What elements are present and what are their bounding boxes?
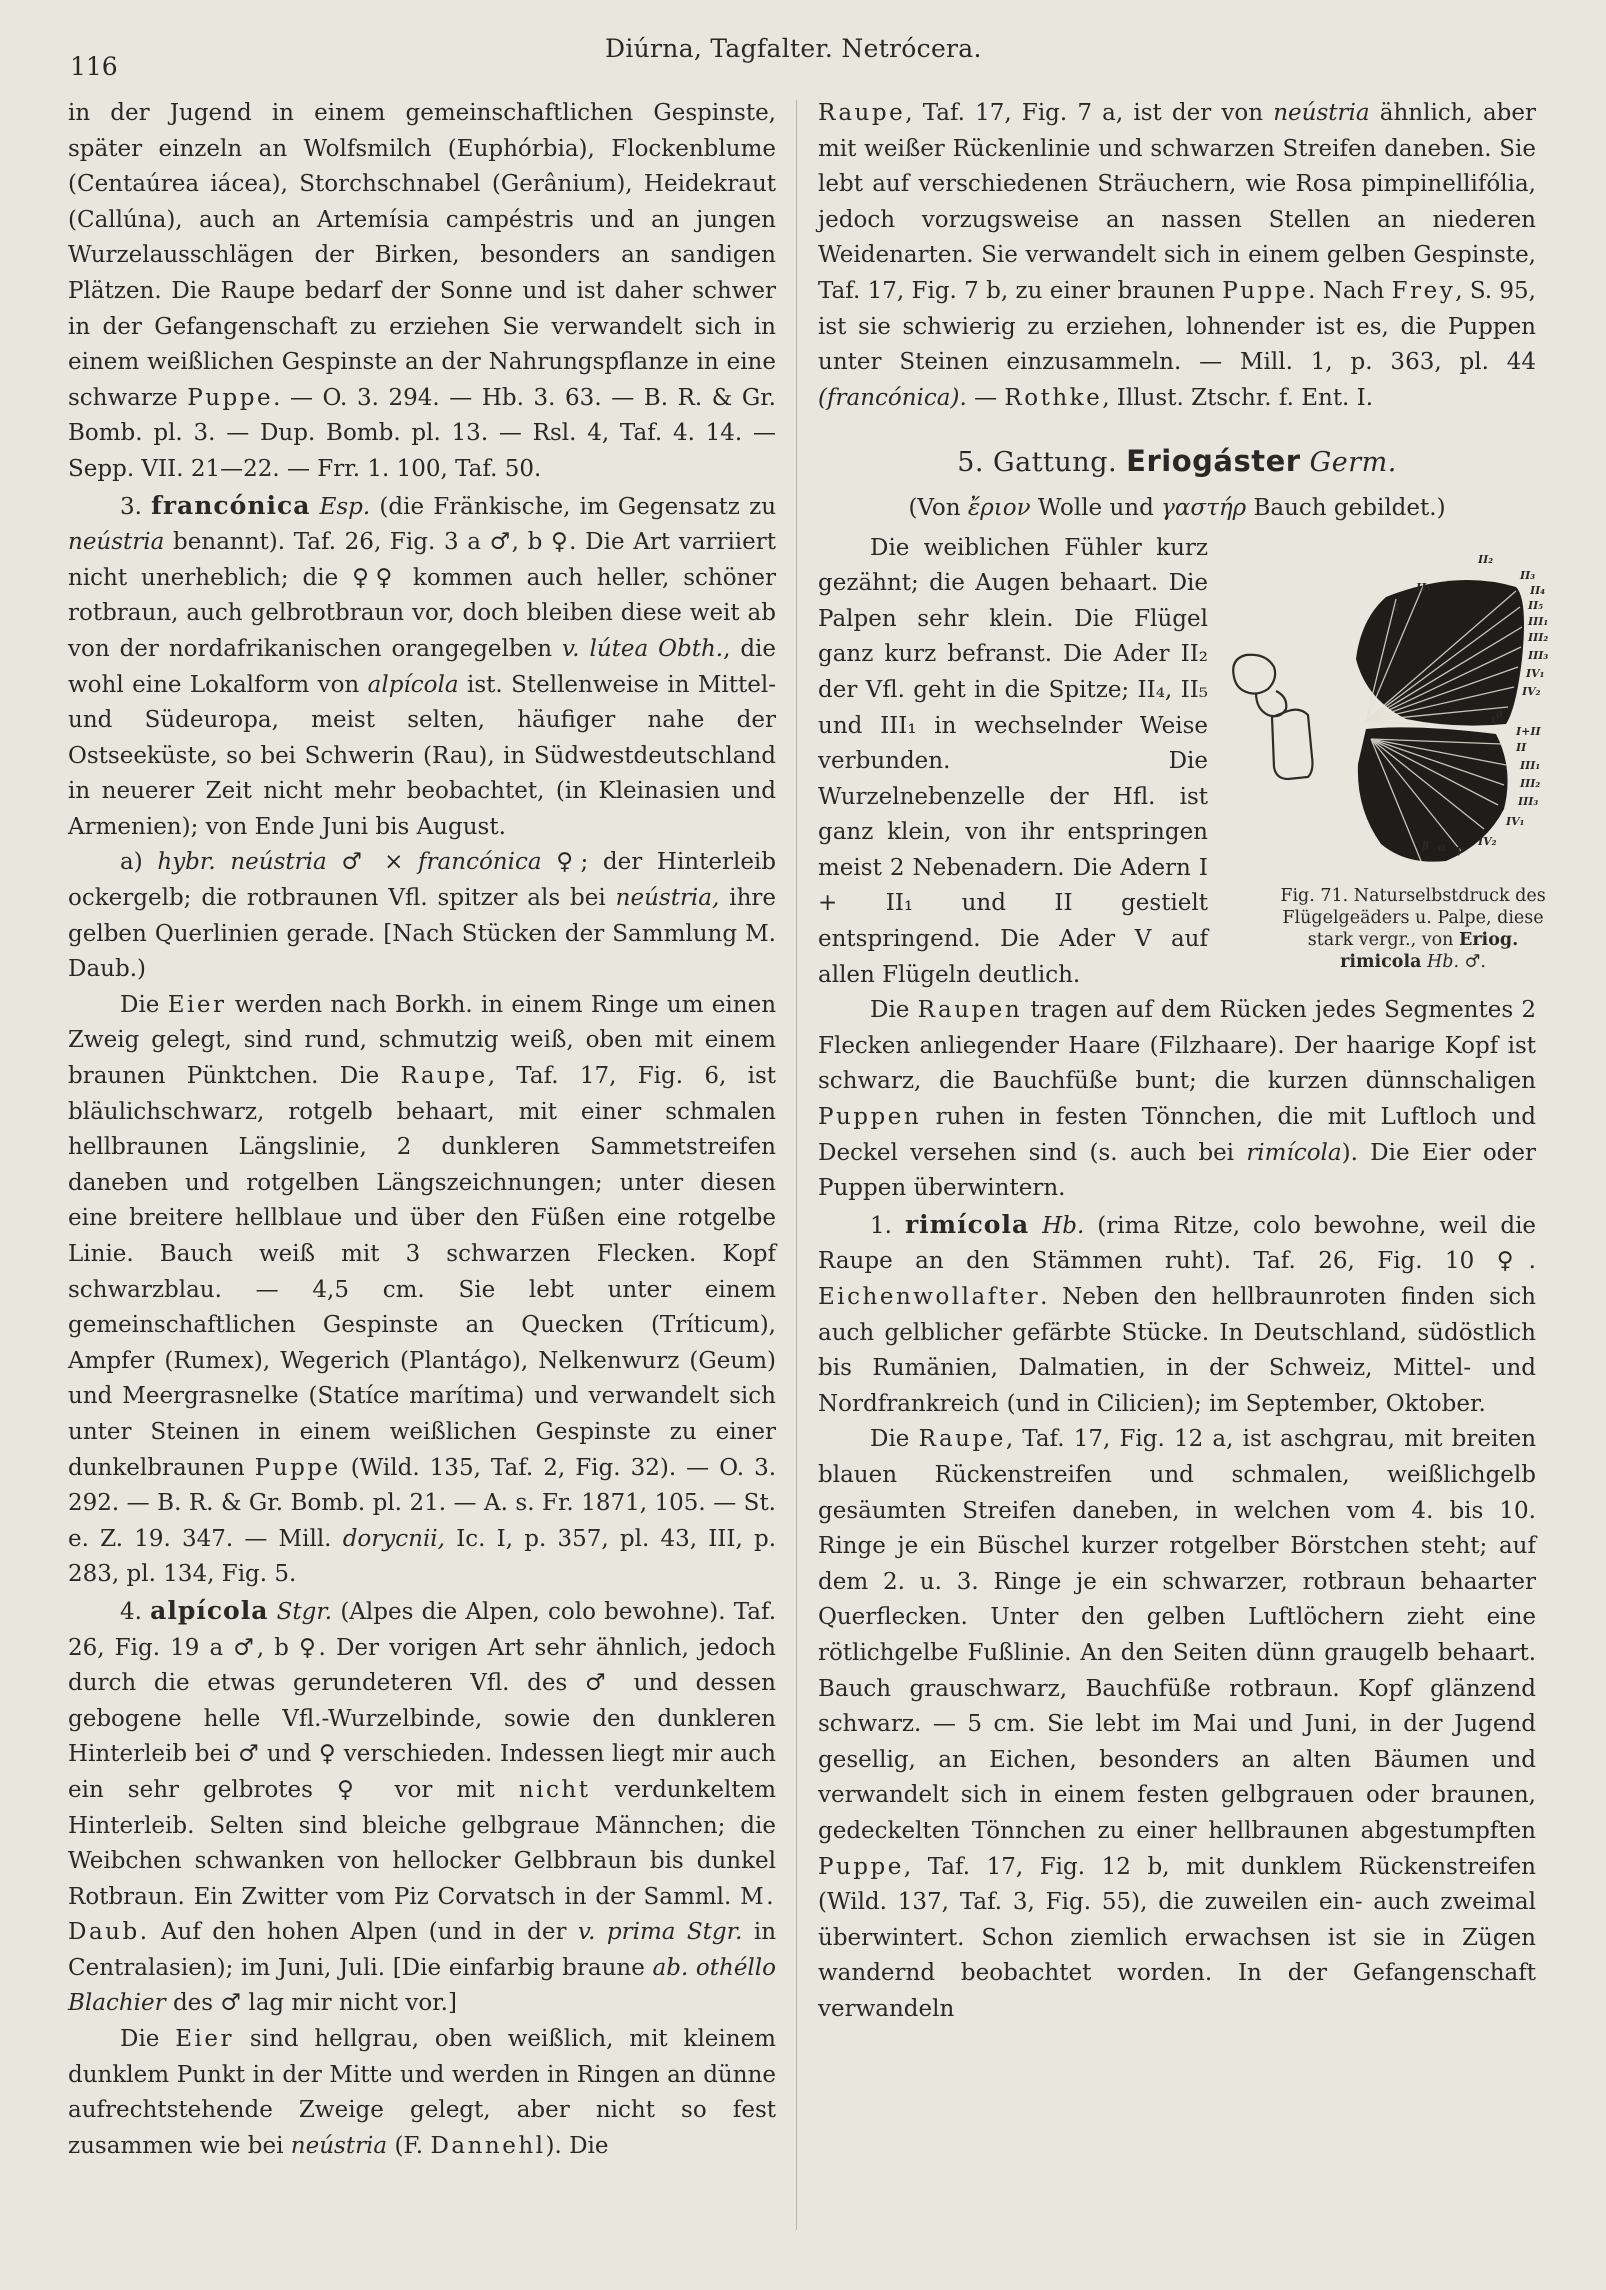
svg-text:II₄: II₄: [1530, 583, 1546, 597]
figure-caption: Fig. 71. Naturselbstdruck des Flügelgeäders u. Palpe, diese stark vergr., von Eriog. rimicola Hb. ♂.: [1280, 885, 1546, 972]
svg-text:IV₁: IV₁: [1506, 814, 1525, 828]
left-column: [68, 96, 776, 2164]
hybrid-entry: a) hybr. neústria ♂ × francónica ♀; der Hinterleib ockergelb; die rotbraunen Vfl. spitzer als bei neústria, ihre gelben Querlinien gerade. [Nach Stücken der Sammlung M. Daub.): [68, 849, 777, 983]
svg-text:III₁: III₁: [1528, 614, 1549, 628]
svg-text:γ: γ: [1456, 842, 1464, 856]
svg-text:IV₂: IV₂: [1522, 684, 1541, 698]
svg-text:II₂: II₂: [1478, 552, 1494, 566]
svg-text:IV₁: IV₁: [1526, 666, 1545, 680]
svg-text:β: β: [1422, 838, 1430, 852]
svg-text:II₁: II₁: [1416, 580, 1432, 594]
svg-text:III₂: III₂: [1528, 630, 1549, 644]
page-header: [0, 32, 1606, 82]
svg-text:α: α: [1438, 840, 1447, 854]
paragraph-eggs-alpicola: Die Eier sind hellgrau, oben weißlich, mit kleinem dunklem Punkt in der Mitte und werden in Ringen an dünne aufrechtstehende Zweige gelegt, aber nicht so fest zusammen wie bei neústria (F. Dannehl). Die: [68, 2026, 776, 2159]
svg-text:a: a: [1496, 706, 1504, 720]
svg-text:IV₂: IV₂: [1478, 834, 1497, 848]
species-entry-rimicola: 1. rimícola Hb. (rima Ritze, colo bewohne, weil die Raupe an den Stämmen ruht). Taf. 26, Fig. 10 ♀. Eichenwollafter. Neben den hellbraunroten finden sich auch gelblicher gefärbte Stücke. In Deutschland, südöstlich bis Rumänien, Dalmatien, in der Schweiz, Mittel- und Nordfrankreich (und in Cilicien); im September, Oktober.: [818, 1209, 1537, 1417]
paragraph-alpicola-continued: Raupe, Taf. 17, Fig. 7 a, ist der von neústria ähnlich, aber mit weißer Rückenlinie und schwarzen Streifen daneben. Sie lebt auf verschiedenen Sträuchern, wie Rosa pimpinellifólia, jedoch vorzugsweise an nassen Stellen an niederen Weidenarten. Sie verwandelt sich in einem gelben Gespinste, Taf. 17, Fig. 7 b, zu einer braunen Puppe. Nach Frey, S. 95, ist sie schwierig zu erziehen, lohnender ist es, die Puppen unter Steinen einzusammeln. — Mill. 1, p. 363, pl. 44 (francónica). — Rothke, Illust. Ztschr. f. Ent. I.: [818, 100, 1537, 411]
species-entry-alpicola: 4. alpícola Stgr. (Alpes die Alpen, colo bewohne). Taf. 26, Fig. 19 a ♂, b ♀. Der vorigen Art sehr ähnlich, jedoch durch die etwas gerundeteren Vfl. des ♂ und dessen gebogene helle Vfl.-Wurzelbinde, sowie den dunkleren Hinterleib bei ♂ und ♀ verschieden. Indessen liegt mir auch ein sehr gelbrotes ♀ vor mit nicht verdunkeltem Hinterleib. Selten sind bleiche gelbgraue Männchen; die Weibchen schwanken von hellocker Gelbbraun bis dunkel Rotbraun. Ein Zwitter vom Piz Corvatsch in der Samml. M. Daub. Auf den hohen Alpen (und in der v. prima Stgr. in Centralasien); im Juni, Juli. [Die einfarbig braune ab. othéllo Blachier des ♂ lag mir nicht vor.]: [68, 1595, 777, 2017]
genus-larva-description: Die Raupen tragen auf dem Rücken jedes Segmentes 2 Flecken anliegender Haare (Filzhaare). Der haarige Kopf ist schwarz, die Bauchfüße bunt; die kurzen dünnschaligen Puppen ruhen in festen Tönnchen, die mit Luftloch und Deckel versehen sind (s. auch bei rimícola). Die Eier oder Puppen überwintern.: [818, 997, 1537, 1202]
svg-text:II: II: [1516, 740, 1527, 754]
page-number: 116: [70, 52, 118, 81]
figure-71-wing-venation: [1216, 539, 1549, 972]
paragraph-eggs-larva: Die Eier werden nach Borkh. in einem Ringe um einen Zweig gelegt, sind rund, schmutzig weiß, oben mit einem braunen Pünktchen. Die Raupe, Taf. 17, Fig. 6, ist bläulichschwarz, rotgelb behaart, mit einer schmalen hellbraunen Längslinie, 2 dunkleren Sammetstreifen daneben und rotgelben Längszeichnungen; unter diesen eine breitere hellblaue und über den Füßen eine rotgelbe Linie. Bauch weiß mit 3 schwarzen Flecken. Kopf schwarzblau. — 4,5 cm. Sie lebt unter einem gemeinschaftlichen Gespinste an Quecken (Tríticum), Ampfer (Rumex), Wegerich (Plantágo), Nelkenwurz (Geum) und Meergrasnelke (Statíce marítima) und verwandelt sich unter Steinen in einem weißlichen Gespinste zu einer dunkelbraunen Puppe (Wild. 135, Taf. 2, Fig. 32). — O. 3. 292. — B. R. & Gr. Bomb. pl. 21. — A. s. Fr. 1871, 105. — St. e. Z. 19. 347. — Mill. dorycnii, Ic. I, p. 357, pl. 43, III, p. 283, pl. 134, Fig. 5.: [68, 991, 777, 1588]
svg-text:I: I: [1394, 600, 1400, 614]
paragraph-rimicola-larva: Die Raupe, Taf. 17, Fig. 12 a, ist aschgrau, mit breiten blauen Rückenstreifen und schmalen, weißlichgelb gesäumten Streifen daneben, in welchen vom 4. bis 10. Ringe je ein Büschel kurzer rotgelber Börstchen steht; auf dem 2. u. 3. Ringe je ein schwarzer, rotbraun behaarter Querflecken. Unter den gelben Luftlöchern zieht eine rötlichgelbe Fußlinie. An den Seiten dünn graugelb behaart. Bauch grauschwarz, Bauchfüße rotbraun. Kopf glänzend schwarz. — 5 cm. Sie lebt im Mai und Juni, in der Jugend gesellig, an Eichen, besonders an alten Bäumen und verwandelt sich in einem festen gelbgrauen oder braunen, gedeckelten Tönnchen zu einer hellbraunen abgestumpften Puppe, Taf. 17, Fig. 12 b, mit dunklem Rückenstreifen (Wild. 137, Taf. 3, Fig. 55), die zuweilen ein- auch zweimal überwintert. Schon ziemlich erwachsen ist sie in Zügen wandernd beobachtet worden. In der Gefangenschaft verwandeln: [818, 1426, 1537, 2022]
genus-description-block: [818, 531, 1549, 1207]
svg-text:I+II: I+II: [1516, 724, 1541, 738]
svg-text:II₃: II₃: [1520, 568, 1536, 582]
column-divider: [796, 100, 797, 2230]
species-entry-franconica: 3. francónica Esp. (die Fränkische, im Gegensatz zu neústria benannt). Taf. 26, Fig. 3 a ♂, b ♀. Die Art varriiert nicht unerheblich; die ♀♀ kommen auch heller, schöner rotbraun, auch gelbrotbraun vor, doch bleiben diese weit ab von der nordafrikanischen orangegelben v. lútea Obth., die wohl eine Lokalform von alpícola ist. Stellenweise in Mittel- und Südeuropa, meist selten, häufiger nahe der Ostseeküste, so bei Schwerin (Rau), in Südwestdeutschland in neuerer Zeit nicht mehr beobachtet, (in Kleinasien und Armenien); von Ende Juni bis August.: [68, 490, 777, 840]
svg-text:II₅: II₅: [1528, 598, 1544, 612]
palp-drawing: [1233, 654, 1312, 778]
svg-text:III₃: III₃: [1528, 648, 1549, 662]
svg-text:III₁: III₁: [1520, 758, 1541, 772]
species-name: francónica: [151, 490, 311, 520]
svg-text:III₃: III₃: [1518, 794, 1539, 808]
etymology: (Von ἔριον Wolle und γαστήρ Bauch gebildet.): [908, 494, 1446, 521]
wings-drawing: [1356, 579, 1524, 862]
svg-text:III₂: III₂: [1520, 776, 1541, 790]
right-column: [818, 96, 1549, 2027]
genus-heading: 5. Gattung. Eriogáster Germ.: [957, 444, 1397, 479]
svg-text:V: V: [1490, 714, 1499, 728]
genus-name: Eriogáster: [1126, 444, 1301, 479]
species-name: alpícola: [150, 1595, 269, 1625]
paragraph-neustria-continued: in der Jugend in einem gemeinschaftlichen Gespinste, später einzeln an Wolfsmilch (Euphórbia), Flockenblume (Centaúrea iácea), Storchschnabel (Gerânium), Heidekraut (Callúna), auch an Artemísia campéstris und an jungen Wurzelausschlägen der Birken, besonders an sandigen Plätzen. Die Raupe bedarf der Sonne und ist daher schwer in der Gefangenschaft zu erziehen Sie verwandelt sich in einem weißlichen Gespinste an der Nahrungspflanze in eine schwarze Puppe. — O. 3. 294. — Hb. 3. 63. — B. R. & Gr. Bomb. pl. 3. — Dup. Bomb. pl. 13. — Rsl. 4, Taf. 4. 14. — Sepp. VII. 21—22. — Frr. 1. 100, Taf. 50.: [68, 100, 776, 482]
wing-venation-illustration: [1216, 539, 1549, 884]
running-head: Diúrna, Tagfalter. Netrócera.: [605, 34, 982, 63]
species-name: rimícola: [904, 1209, 1030, 1239]
genus-description: Die weiblichen Fühler kurz gezähnt; die Augen behaart. Die Palpen sehr klein. Die Flügel ganz kurz befranst. Die Ader II₂ der Vfl. geht in die Spitze; II₄, II₅ und III₁ in wechselnder Weise verbunden. Die Wurzelnebenzelle der Hfl. ist ganz klein, von ihr entspringen meist 2 Nebenadern. Die Adern I + II₁ und II gestielt entspringend. Die Ader V auf allen Flügeln deutlich.: [818, 534, 1208, 988]
